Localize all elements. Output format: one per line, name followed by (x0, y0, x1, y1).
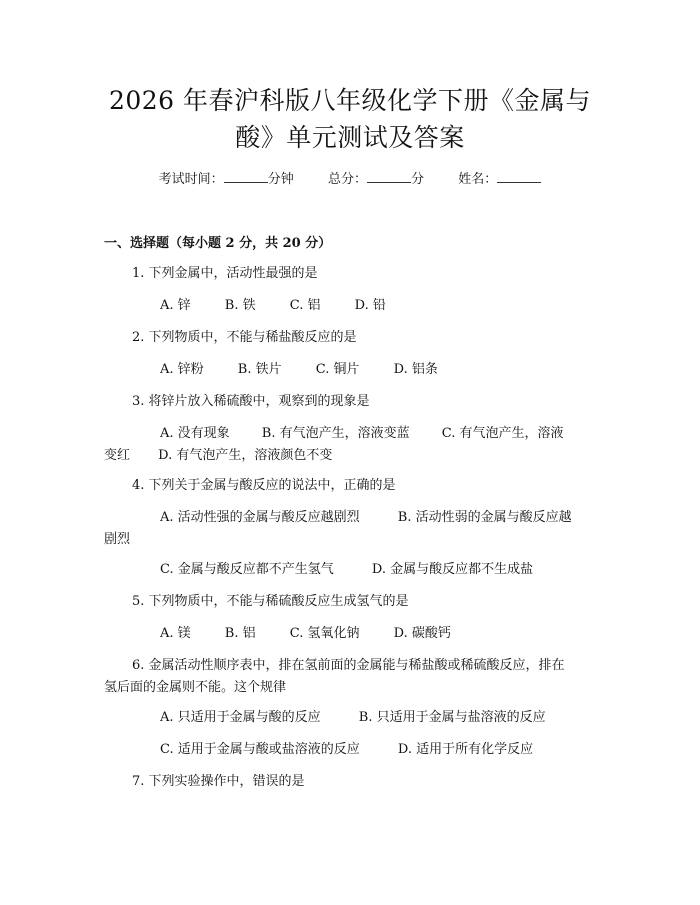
option-a: A. 只适用于金属与酸的反应 (160, 710, 321, 725)
question-stem: 2. 下列物质中，不能与稀盐酸反应的是 (132, 330, 357, 345)
question-options (160, 706, 546, 725)
page-title-line-2: 酸》单元测试及答案 (235, 123, 465, 152)
option-d: D. 铝条 (393, 362, 438, 377)
option-b: B. 只适用于金属与盐溶液的反应 (358, 710, 546, 725)
option-a: A. 活动性强的金属与酸反应越剧烈 (160, 510, 360, 525)
option-c: C. 有气泡产生，溶液 (441, 426, 564, 441)
question-options (160, 422, 564, 441)
question-options (160, 294, 386, 313)
question-stem: 3. 将锌片放入稀硫酸中，观察到的现象是 (132, 394, 370, 409)
name-label: 姓名： (458, 172, 498, 187)
option-b-wrap: 剧烈 (104, 532, 131, 547)
score-blank (367, 170, 411, 183)
question-options (160, 358, 438, 377)
question-stem: 7. 下列实验操作中，错误的是 (132, 774, 305, 789)
question-options (160, 622, 451, 641)
question-options-wrap (104, 444, 332, 463)
question-options (160, 506, 572, 525)
option-c: C. 适用于金属与酸或盐溶液的反应 (160, 742, 360, 757)
option-a: A. 锌粉 (160, 362, 204, 377)
option-b: B. 铁片 (237, 362, 282, 377)
question-stem: 5. 下列物质中，不能与稀硫酸反应生成氢气的是 (132, 594, 409, 609)
option-c-wrap: 变红 (104, 448, 131, 463)
time-unit: 分钟 (267, 172, 294, 187)
option-c: C. 铜片 (315, 362, 360, 377)
option-c: C. 铝 (289, 298, 321, 313)
option-b: B. 活动性弱的金属与酸反应越 (397, 510, 572, 525)
option-a: A. 镁 (160, 626, 191, 641)
option-b: B. 铁 (224, 298, 256, 313)
option-b: B. 有气泡产生，溶液变蓝 (261, 426, 410, 441)
time-blank (224, 170, 268, 183)
question-stem-wrap: 氢后面的金属则不能。这个规律 (104, 680, 287, 695)
exam-meta (0, 168, 700, 187)
option-d: D. 有气泡产生，溶液颜色不变 (158, 448, 333, 463)
time-label: 考试时间： (158, 172, 224, 187)
section-heading: 一、选择题（每小题 2 分，共 20 分） (104, 236, 332, 251)
question-stem: 1. 下列金属中，活动性最强的是 (132, 266, 318, 281)
question-stem: 6. 金属活动性顺序表中，排在氢前面的金属能与稀盐酸或稀硫酸反应，排在 (132, 658, 565, 673)
score-unit: 分 (411, 172, 425, 187)
option-c: C. 氢氧化钠 (289, 626, 360, 641)
question-options (160, 738, 533, 757)
option-c: C. 金属与酸反应都不产生氢气 (160, 562, 334, 577)
question-options (160, 558, 533, 577)
option-d: D. 碳酸钙 (393, 626, 451, 641)
option-d: D. 金属与酸反应都不生成盐 (371, 562, 534, 577)
question-stem: 4. 下列关于金属与酸反应的说法中，正确的是 (132, 478, 396, 493)
name-blank (497, 170, 541, 183)
option-a: A. 没有现象 (160, 426, 230, 441)
option-d: D. 铅 (354, 298, 386, 313)
page-title-line-1: 2026 年春沪科版八年级化学下册《金属与 (108, 86, 592, 115)
option-b: B. 铝 (224, 626, 256, 641)
score-label: 总分： (327, 172, 367, 187)
option-d: D. 适用于所有化学反应 (397, 742, 534, 757)
option-a: A. 锌 (160, 298, 191, 313)
